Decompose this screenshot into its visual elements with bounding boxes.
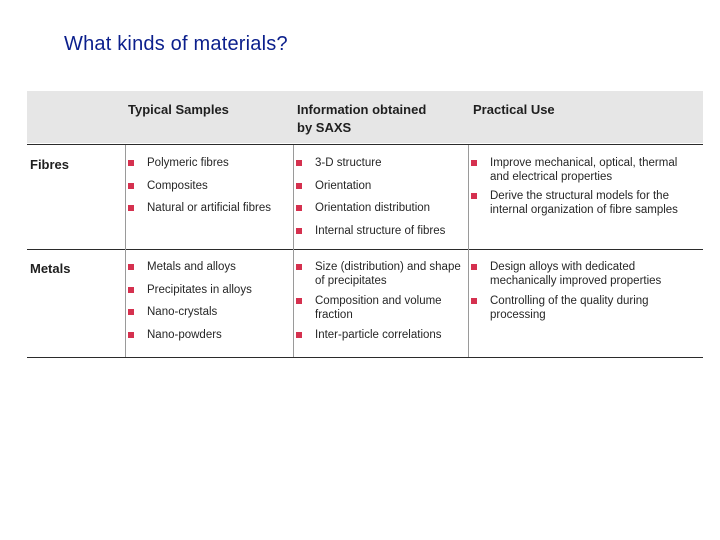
bullet-icon	[128, 205, 134, 211]
metals-info-list	[296, 260, 461, 342]
bullet-icon	[296, 160, 302, 166]
rule-below-header	[27, 144, 703, 145]
row-label-metals: Metals	[30, 261, 71, 276]
rule-table-bottom	[27, 357, 703, 358]
bullet-icon	[128, 332, 134, 338]
list-item: Metals and alloys	[128, 260, 290, 274]
rule-between-rows	[27, 249, 703, 250]
column-divider-1	[125, 145, 126, 357]
header-info-line-1: Information obtained	[297, 102, 427, 117]
bullet-icon	[471, 193, 477, 199]
list-item: Natural or artificial fibres	[128, 201, 290, 215]
list-item: Precipitates in alloys	[128, 283, 290, 297]
bullet-icon	[128, 183, 134, 189]
bullet-icon	[471, 160, 477, 166]
fibres-samples-list	[128, 156, 290, 215]
list-item: Nano-powders	[128, 328, 290, 342]
column-divider-3	[468, 145, 469, 357]
list-item: Size (distribution) and shape of precipitates	[296, 260, 461, 288]
bullet-icon	[296, 264, 302, 270]
list-item: Orientation distribution	[296, 201, 466, 215]
list-item: Internal structure of fibres	[296, 224, 466, 238]
bullet-icon	[296, 228, 302, 234]
column-divider-2	[293, 145, 294, 357]
materials-table	[27, 91, 703, 359]
bullet-icon	[128, 287, 134, 293]
bullet-icon	[296, 332, 302, 338]
list-item: Design alloys with dedicated mechanically improved properties	[471, 260, 699, 288]
list-item: Polymeric fibres	[128, 156, 290, 170]
list-item: Controlling of the quality during processing	[471, 294, 699, 322]
list-item: Orientation	[296, 179, 466, 193]
header-typical-samples: Typical Samples	[128, 102, 229, 117]
bullet-icon	[128, 264, 134, 270]
list-item: Composition and volume fraction	[296, 294, 461, 322]
metals-use-list	[471, 260, 699, 322]
header-information-saxs	[297, 101, 426, 137]
bullet-icon	[296, 298, 302, 304]
bullet-icon	[296, 205, 302, 211]
list-item: Improve mechanical, optical, thermal and electrical properties	[471, 156, 699, 184]
list-item: Composites	[128, 179, 290, 193]
fibres-use-list	[471, 156, 699, 217]
list-item: Derive the structural models for the internal organization of fibre samples	[471, 189, 699, 217]
bullet-icon	[296, 183, 302, 189]
bullet-icon	[128, 309, 134, 315]
bullet-icon	[128, 160, 134, 166]
list-item: Inter-particle correlations	[296, 328, 461, 342]
header-practical-use: Practical Use	[473, 102, 555, 117]
header-info-line-2: by SAXS	[297, 120, 352, 135]
fibres-info-list	[296, 156, 466, 238]
bullet-icon	[471, 298, 477, 304]
list-item: 3-D structure	[296, 156, 466, 170]
row-label-fibres: Fibres	[30, 157, 70, 172]
slide-title: What kinds of materials?	[64, 33, 288, 55]
bullet-icon	[471, 264, 477, 270]
metals-samples-list	[128, 260, 290, 342]
list-item: Nano-crystals	[128, 305, 290, 319]
